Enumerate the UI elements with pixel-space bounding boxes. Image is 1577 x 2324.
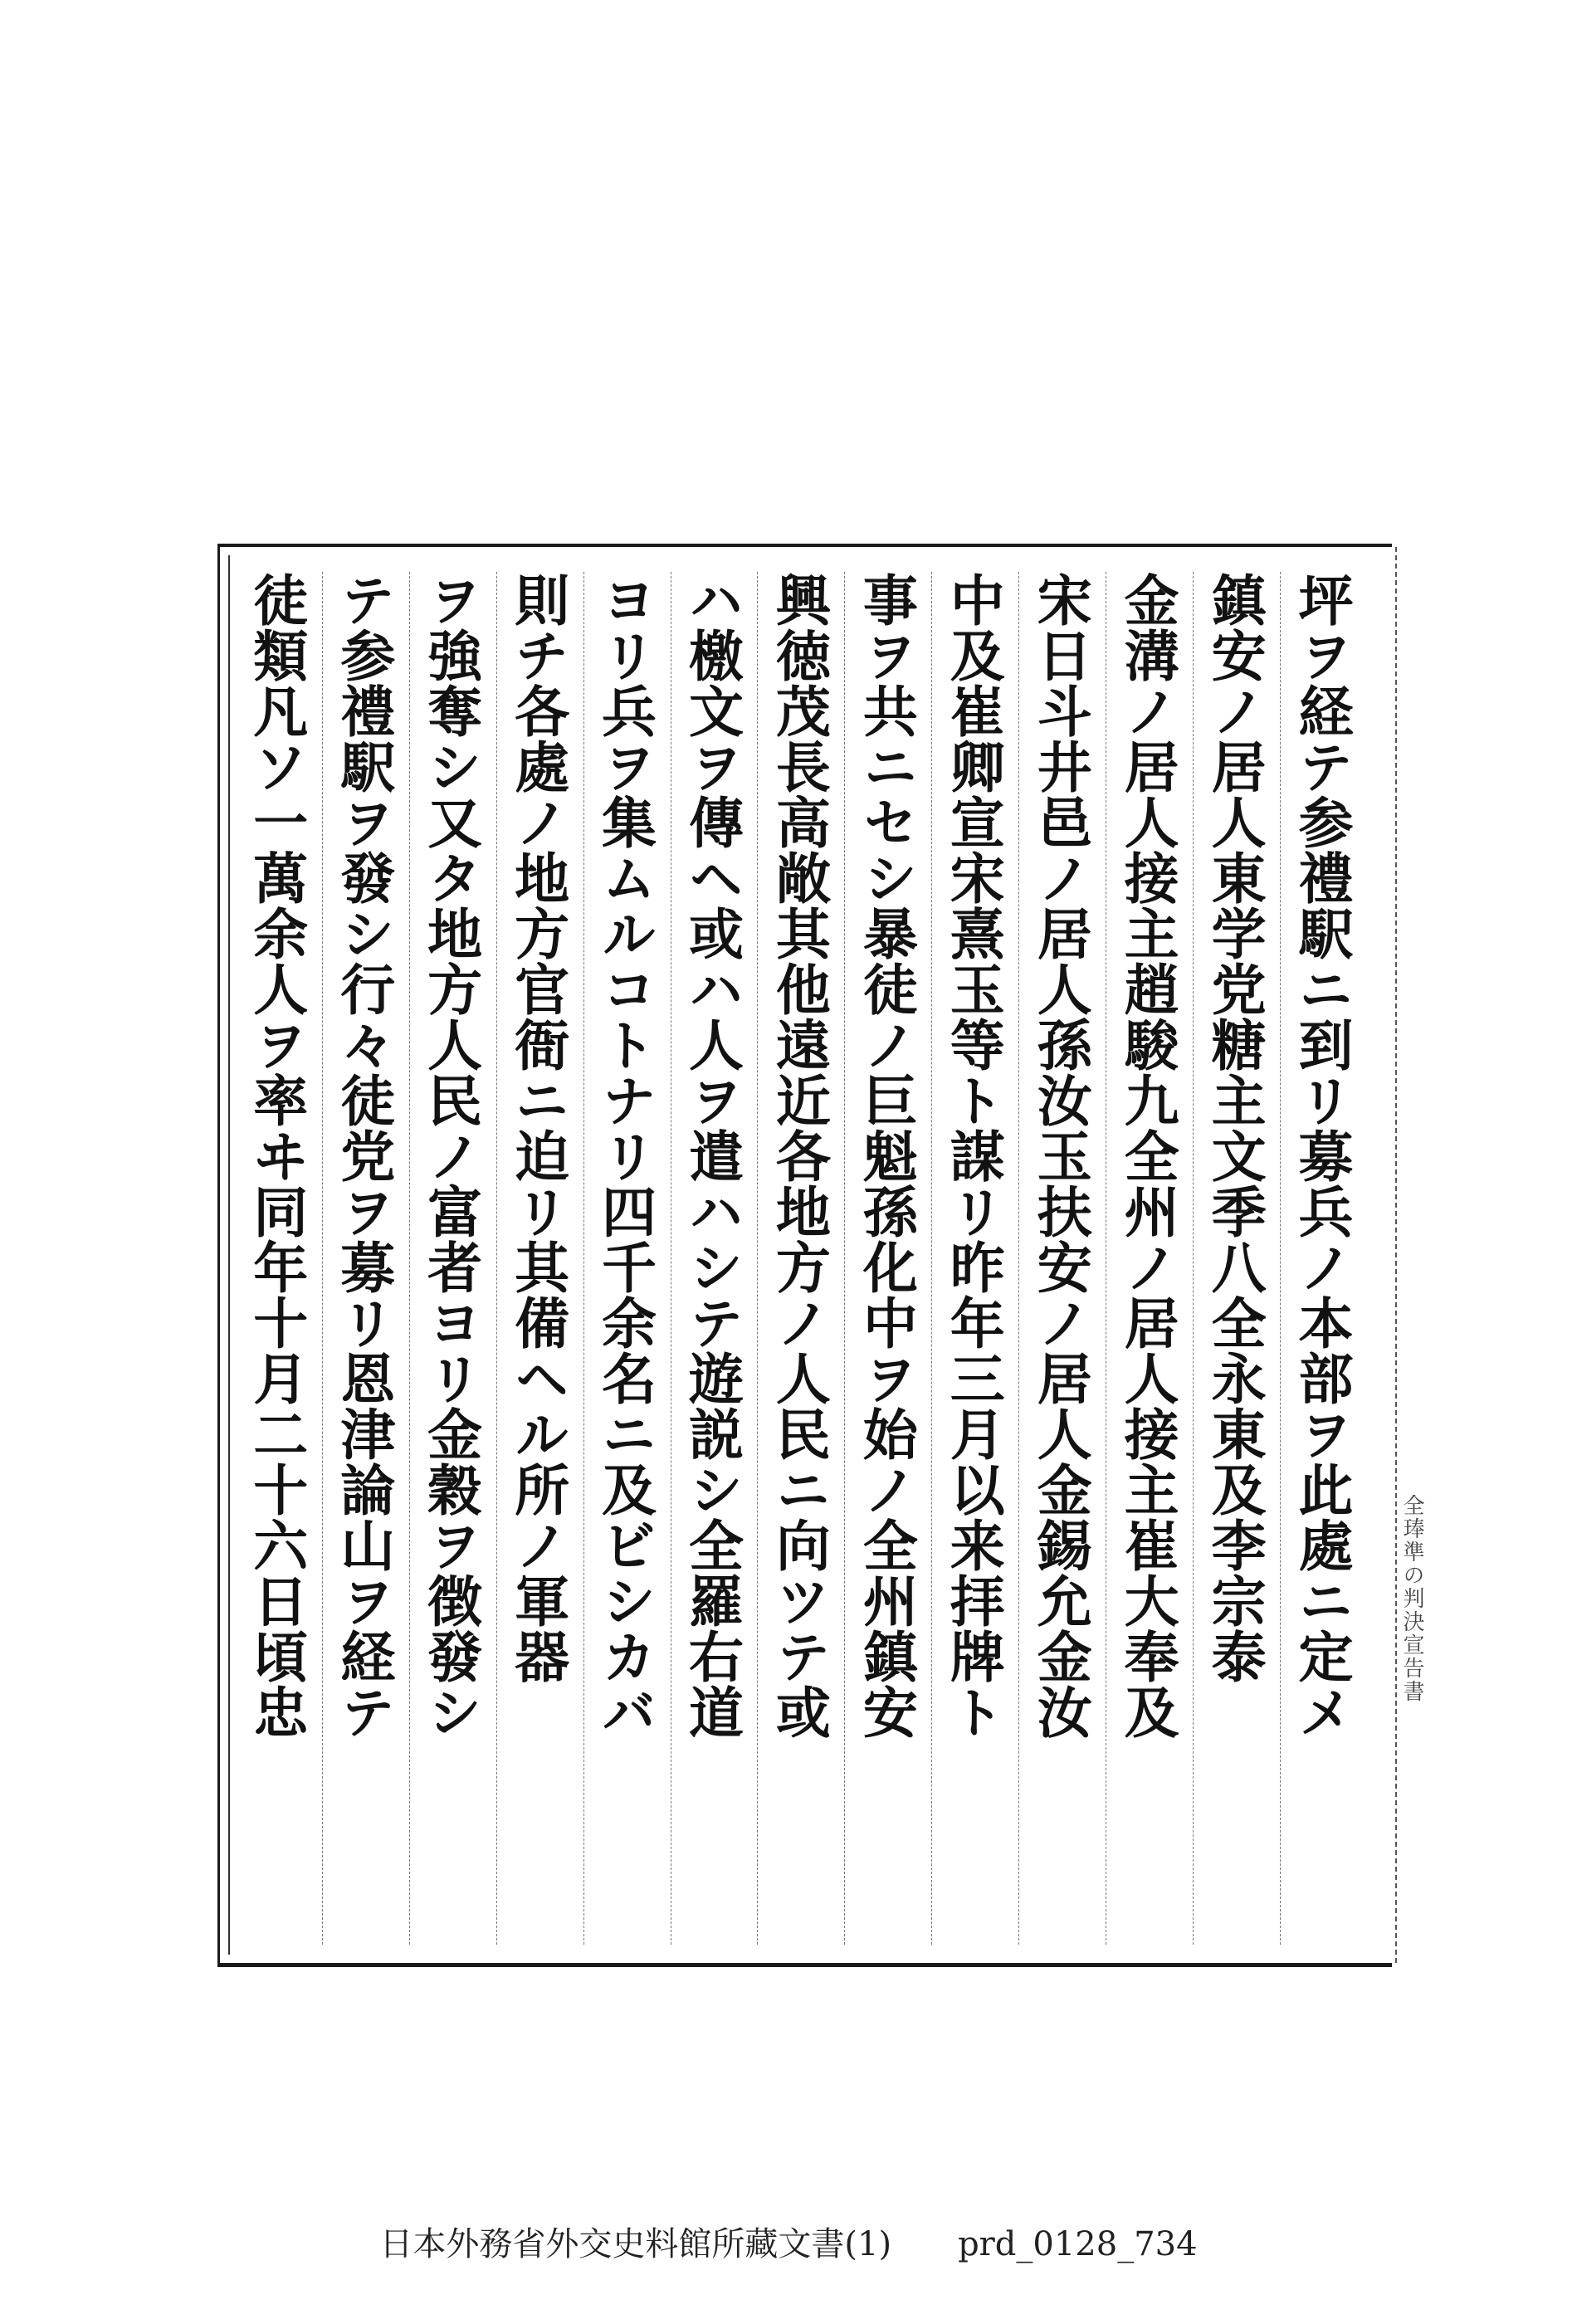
text-column-13: [235, 572, 322, 1945]
column-text: 興徳茂長高敞其他遠近各地方ノ人民ニ向ツテ或: [766, 572, 832, 1740]
text-column-4: [1018, 572, 1106, 1945]
text-column-8: [671, 572, 758, 1945]
column-text: テ参禮駅ヲ發シ行々徒党ヲ募リ恩津論山ヲ経テ: [330, 572, 396, 1740]
frame-inner-rule: [228, 555, 230, 1955]
column-text: 中及崔卿宣宋熹玉等ト謀リ昨年三月以来拝牌ト: [940, 572, 1006, 1740]
text-column-3: [1106, 572, 1193, 1945]
column-text: 鎮安ノ居人東学党糖主文季八全永東及李宗泰: [1202, 572, 1267, 1684]
document-footer: 日本外務省外交史料館所藏文書(1) prd_0128_734: [379, 2225, 1198, 2263]
text-column-11: [409, 572, 496, 1945]
column-text: 事ヲ共ニセシ暴徒ノ巨魁孫化中ヲ始ノ全州鎮安: [853, 572, 919, 1740]
text-column-10: [496, 572, 583, 1945]
column-text: 徒類凡ソ一萬余人ヲ率ヰ同年十月二十六日頃忠: [243, 572, 309, 1740]
manuscript-frame: [217, 544, 1392, 1967]
text-column-9: [583, 572, 671, 1945]
column-text: 金溝ノ居人接主趙駿九全州ノ居人接主崔大奉及: [1115, 572, 1180, 1740]
column-text: 坪ヲ経テ参禮駅ニ到リ募兵ノ本部ヲ此處ニ定メ: [1289, 572, 1354, 1740]
column-text: 則チ各處ノ地方官衙ニ迫リ其備ヘル所ノ軍器: [505, 572, 570, 1684]
text-column-7: [757, 572, 844, 1945]
text-column-2: [1193, 572, 1280, 1945]
text-column-12: [322, 572, 409, 1945]
column-text: 宋日斗井邑ノ居人孫汝玉扶安ノ居人金錫允金汝: [1028, 572, 1093, 1740]
text-columns: [235, 572, 1367, 1945]
text-column-5: [931, 572, 1018, 1945]
text-column-6: [844, 572, 931, 1945]
column-text: ヨリ兵ヲ集ムルコトナリ四千余名ニ及ビシカバ: [592, 572, 657, 1740]
column-text: ハ檄文ヲ傳ヘ或ハ人ヲ遣ハシテ遊説シ全羅右道: [679, 572, 745, 1740]
column-text: ヲ強奪シ又タ地方人民ノ富者ヨリ金穀ヲ徴發シ: [417, 572, 483, 1740]
text-column-1: [1280, 572, 1367, 1945]
margin-note: 全琫準の判決宣告書: [1399, 1494, 1424, 1703]
